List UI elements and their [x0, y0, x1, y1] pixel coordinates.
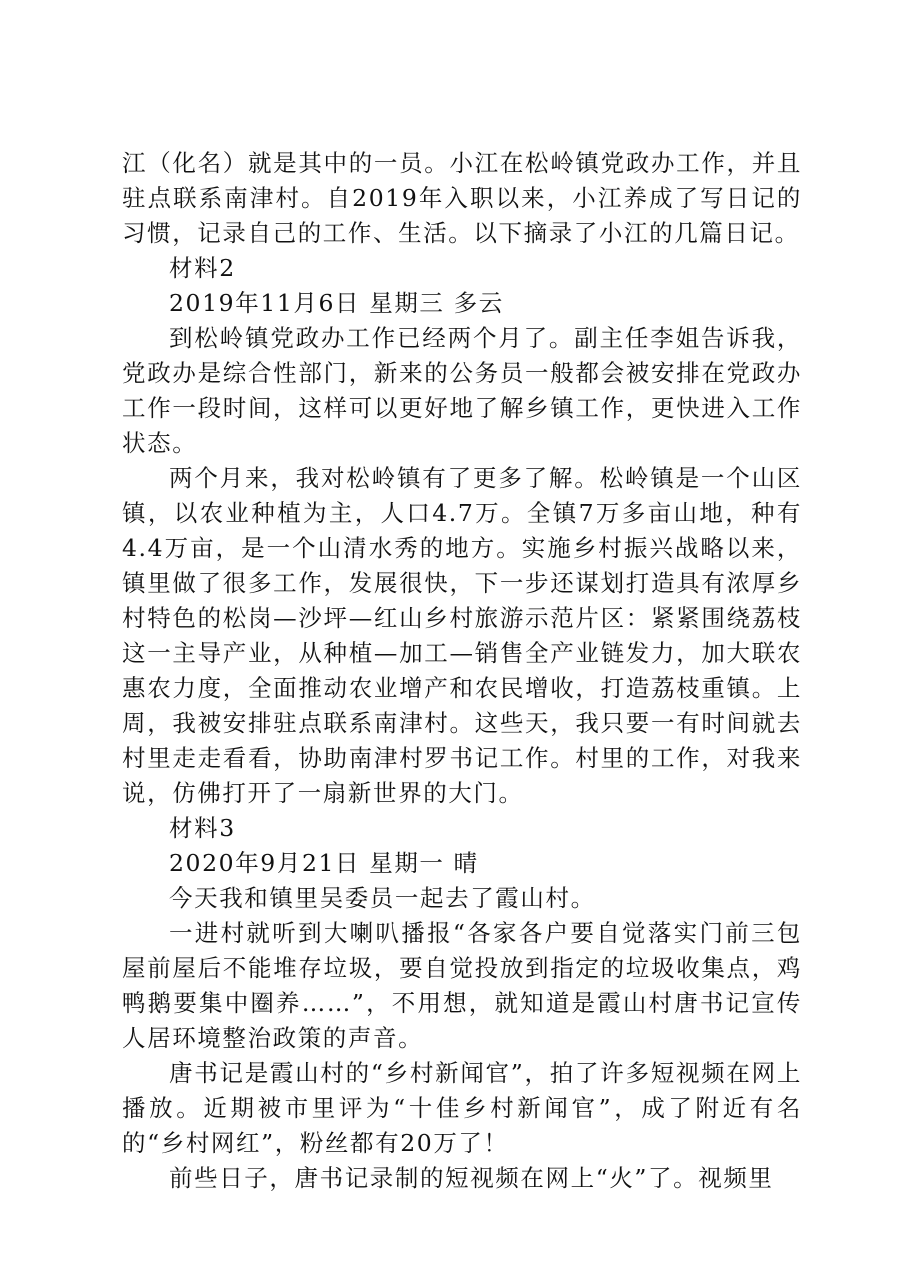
material-3-heading: 材料3 — [169, 814, 236, 842]
paragraph-town-overview: 两个月来，我对松岭镇有了更多了解。松岭镇是一个山区镇，以农业种植为主，人口4.7万。全镇7万多亩山地，种有4.4万亩，是一个山清水秀的地方。实施乡村振兴战略以来，镇里做了很多工作，发展很快，下一步还谋划打造具有浓厚乡村特色的松岗—沙坪—红山乡村旅游示范片区：紧紧围绕荔枝这一主导产业，从种植—加工—销售全产业链发力，加大联农惠农力度，全面推动农业增产和农民增收，打造荔枝重镇。上周，我被安排驻点联系南津村。这些天，我只要一有时间就去村里走走看看，协助南津村罗书记工作。村里的工作，对我来说，仿佛打开了一扇新世界的大门。 — [122, 464, 802, 807]
diary-date-2020-09-21: 2020年9月21日 星期一 晴 — [169, 849, 479, 877]
paragraph-intro: 江（化名）就是其中的一员。小江在松岭镇党政办工作，并且驻点联系南津村。自2019年入职以来，小江养成了写日记的习惯，记录自己的工作、生活。以下摘录了小江的几篇日记。 — [122, 149, 802, 247]
diary-date-2019-11-06: 2019年11月6日 星期三 多云 — [169, 289, 504, 317]
paragraph-loudspeaker: 一进村就听到大喇叭播报“各家各户要自觉落实门前三包屋前屋后不能堆存垃圾，要自觉投放到指定的垃圾收集点，鸡鸭鹅要集中圈养……”，不用想，就知道是霞山村唐书记宣传人居环境整治政策的声音。 — [122, 919, 802, 1052]
document-page — [122, 146, 802, 1196]
paragraph-office-work: 到松岭镇党政办工作已经两个月了。副主任李姐告诉我，党政办是综合性部门，新来的公务员一般都会被安排在党政办工作一段时间，这样可以更好地了解乡镇工作，更快进入工作状态。 — [122, 324, 802, 457]
paragraph-visit-xiashan: 今天我和镇里吴委员一起去了霞山村。 — [169, 884, 596, 912]
paragraph-viral-video: 前些日子，唐书记录制的短视频在网上“火”了。视频里 — [169, 1164, 774, 1192]
material-2-heading: 材料2 — [169, 254, 236, 282]
paragraph-news-officer: 唐书记是霞山村的“乡村新闻官”，拍了许多短视频在网上播放。近期被市里评为“十佳乡村新闻官”，成了附近有名的“乡村网红”，粉丝都有20万了！ — [122, 1059, 802, 1157]
